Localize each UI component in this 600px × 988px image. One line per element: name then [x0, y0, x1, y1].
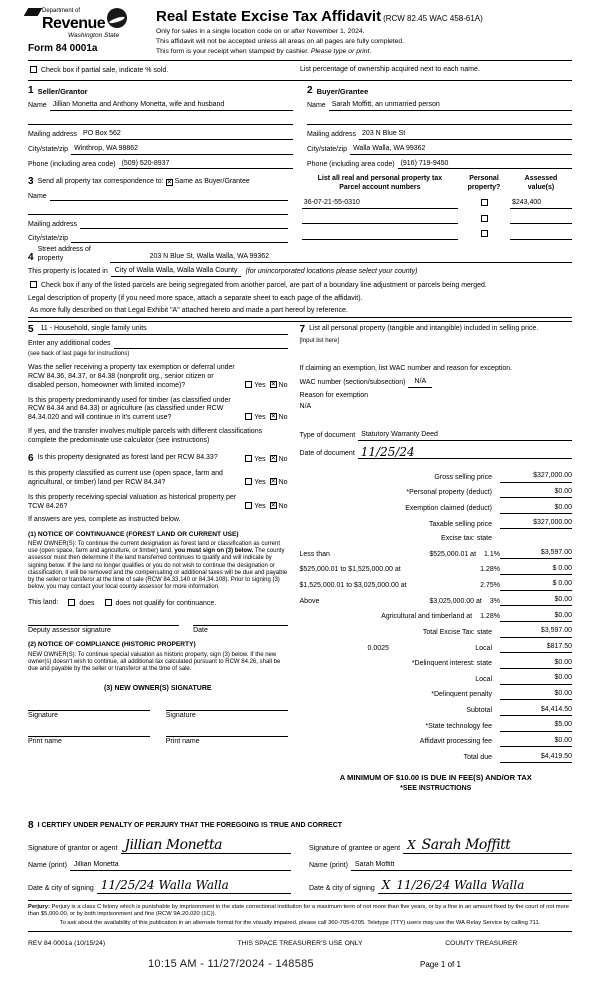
personal-property-checkbox[interactable] [481, 215, 488, 222]
no-label: No [278, 479, 288, 487]
buyer-section [307, 84, 572, 169]
delinquent-interest-state-value[interactable]: $0.00 [500, 659, 572, 669]
parcel-row [302, 230, 572, 240]
header-note-2: This affidavit will not be accepted unless all areas on all pages are fully completed. [156, 38, 405, 46]
reason-for-exemption-label: Reason for exemption [299, 391, 368, 399]
no-label: No [278, 414, 288, 422]
exemption-claimed-value[interactable]: $0.00 [500, 504, 572, 514]
current-use-yes-checkbox[interactable] [245, 478, 252, 485]
fee-row: Subtotal $4,414.50 [466, 705, 572, 715]
ownership-percentage-label: List percentage of ownership acquired next to each name. [300, 65, 480, 73]
exemption-no-checkbox[interactable]: ✕ [270, 380, 277, 388]
reason-for-exemption-field[interactable]: N/A [299, 402, 312, 410]
notice-compliance-title: (2) NOTICE OF COMPLIANCE (HISTORIC PROPERTY) [28, 641, 196, 649]
section-6-number: 6 [28, 453, 34, 465]
divider [28, 321, 572, 322]
seller-mailing-field[interactable]: PO Box 562 [80, 130, 293, 140]
washington-state-label: Washington State [68, 31, 120, 39]
new-owner-printname-field-1[interactable]: Print name [28, 736, 150, 747]
buyer-title: Buyer/Grantee [316, 86, 369, 96]
assessed-value-field[interactable]: $243,400 [510, 199, 572, 209]
does-qualify-checkbox[interactable] [68, 599, 75, 606]
land-use-code-field[interactable]: 11 - Household, single family units [38, 325, 288, 335]
street-address-section [28, 243, 572, 318]
state-tax-tier2-value[interactable]: $ 0.00 [500, 565, 572, 575]
fee-row: *State technology fee $5.00 [425, 721, 572, 730]
correspondence-csz-label: City/state/zip [28, 234, 69, 242]
correspondence-csz-field[interactable] [71, 234, 288, 243]
fee-row: *Personal property (deduct) $0.00 [406, 487, 572, 497]
grantee-signature[interactable]: Sarah Moffitt [421, 838, 511, 854]
does-not-qualify-checkbox[interactable] [105, 599, 112, 606]
section-1-number: 1 [28, 85, 34, 97]
wac-number-field[interactable]: N/A [408, 378, 432, 388]
yes-label: Yes [254, 455, 266, 463]
grantor-signature[interactable]: Jillian Monetta [124, 839, 223, 854]
forest-land-question: Is this property designated as forest land per RCW 84.33? [37, 454, 218, 462]
personal-property-checkbox[interactable] [481, 230, 488, 237]
notice-compliance-body: NEW OWNER(S): To continue special valuation as historic property, sign (3) below. If the new owner(s) doesn't wish to continue, all additional tax calculated pursuant to RCW 84.26, shall be due and payable by the seller or transferor at the time of sale. [28, 651, 281, 672]
additional-codes-field[interactable] [114, 340, 288, 349]
use-classification-column [28, 325, 288, 817]
grantor-date-city-field[interactable]: 11/25/24 Walla Walla [100, 880, 229, 893]
property-location-field[interactable]: City of Walla Walla, Walla Walla County [111, 267, 242, 277]
correspondence-name-field-2[interactable] [28, 206, 288, 215]
property-located-label: This property is located in [28, 268, 108, 276]
certification-section [28, 817, 572, 894]
subtotal-value[interactable]: $4,414.50 [500, 706, 572, 716]
correspondence-mailing-field[interactable] [80, 220, 288, 229]
see-instructions-note: *SEE INSTRUCTIONS [400, 785, 472, 793]
grantor-name-print-label: Name (print) [28, 862, 67, 870]
fee-row: *Delinquent penalty $0.00 [431, 689, 572, 699]
send-correspondence-label: Send all property tax correspondence to: [37, 178, 164, 186]
county-treasurer-label: COUNTY TREASURER [445, 939, 518, 947]
form-header [28, 8, 572, 57]
fee-row: Gross selling price $327,000.00 [434, 472, 572, 481]
notice-continuance-title: (1) NOTICE OF CONTINUANCE (FOREST LAND OR CURRENT USE) [28, 531, 239, 539]
header-note-1: Only for sales in a single location code on or after November 1, 2024. [156, 28, 365, 36]
buyer-name-label: Name [307, 102, 326, 110]
timber-agriculture-question: Is this property predominantly used for timber (as classified under RCW 84.34 and 84.33) or agriculture (as classified under RCW 84.34.020 and will continue in it's current use? [28, 396, 231, 422]
state-tax-tier1-value[interactable]: $3,597.00 [500, 549, 572, 559]
this-land-label: This land: [28, 599, 59, 607]
buyer-csz-field[interactable]: Walla Walla, WA 99362 [350, 145, 572, 155]
partial-sale-label: Check box if partial sale, indicate % sold. [40, 66, 169, 74]
correspondence-section [28, 175, 288, 243]
minimum-fee-note: A MINIMUM OF $10.00 IS DUE IN FEE(S) AND/OR TAX [339, 772, 532, 782]
same-as-buyer-label: Same as Buyer/Grantee [174, 178, 250, 186]
seller-mailing-label: Mailing address [28, 131, 78, 139]
fee-row: Total Excise Tax: state $3,597.00 [422, 627, 572, 636]
yes-label: Yes [254, 502, 266, 510]
state-tax-tier4-value[interactable]: $0.00 [500, 596, 572, 606]
local-tax-value[interactable]: $817.50 [500, 643, 572, 653]
segregated-parcels-checkbox[interactable] [30, 281, 37, 288]
grantor-date-city-label: Date & city of signing [28, 885, 94, 893]
state-technology-fee-value[interactable]: $5.00 [500, 721, 572, 731]
seller-section [28, 84, 293, 169]
if-yes-note: If answers are yes, complete as instructed below. [28, 516, 181, 524]
type-of-document-field[interactable]: Statutory Warranty Deed [358, 431, 572, 441]
perjury-label: Perjury: [28, 903, 50, 910]
exemption-claim-note: If claiming an exemption, list WAC number and reason for exception. [299, 365, 513, 373]
parcel-row [302, 215, 572, 225]
section-3-number: 3 [28, 176, 34, 188]
buyer-csz-label: City/state/zip [307, 145, 348, 153]
buyer-phone-label: Phone (including area code) [307, 160, 395, 168]
wac-number-label: WAC number (section/subsection) [299, 379, 406, 387]
seller-title: Seller/Grantor [37, 86, 88, 96]
rcw-reference: (RCW 82.45 WAC 458-61A) [383, 14, 483, 23]
assessed-value-field[interactable] [510, 231, 572, 240]
does-label: does [79, 599, 95, 607]
date-of-document-label: Date of document [299, 450, 355, 458]
dor-logo-block [28, 8, 146, 57]
grantee-date-city-field[interactable]: 11/26/24 Walla Walla [396, 877, 525, 892]
page-number: Page 1 of 1 [420, 960, 461, 969]
timber-no-checkbox[interactable]: ✕ [270, 413, 277, 421]
cashier-stamp: 10:15 AM - 11/27/2024 - 148585 [148, 958, 314, 970]
correspondence-mailing-label: Mailing address [28, 220, 78, 228]
fee-row: Above $3,025,000.00 at 3% $0.00 [299, 596, 572, 605]
dept-of-label: Department of [42, 8, 81, 14]
state-tax-tier3-value[interactable]: $ 0.00 [500, 580, 572, 590]
seller-phone-label: Phone (including area code) [28, 160, 116, 168]
current-use-no-checkbox[interactable]: ✕ [270, 478, 277, 486]
total-due-value[interactable]: $4,419.50 [500, 753, 572, 763]
delinquent-penalty-value[interactable]: $0.00 [500, 690, 572, 700]
revenue-wordmark: Revenue [42, 14, 106, 32]
parcel-number-header: List all real and personal property tax Parcel account numbers [317, 175, 443, 192]
personal-property-checkbox[interactable] [481, 199, 488, 206]
fee-row: Taxable selling price $327,000.00 [428, 519, 572, 528]
certify-statement: I CERTIFY UNDER PENALTY OF PERJURY THAT THE FOREGOING IS TRUE AND CORRECT [37, 821, 343, 829]
type-of-document-label: Type of document [299, 432, 356, 440]
type-or-print-note: Please type or print. [310, 48, 372, 56]
parcel-number-field[interactable] [302, 231, 458, 240]
new-owner-printname-field-2[interactable]: Print name [166, 736, 288, 747]
historic-no-checkbox[interactable]: ✕ [270, 501, 277, 509]
codes-instructions-note: (see back of last page for instructions) [28, 351, 130, 358]
yes-label: Yes [254, 479, 266, 487]
treasurer-space-label: THIS SPACE TREASURER'S USE ONLY [237, 939, 363, 947]
buyer-mailing-field[interactable]: 203 N Blue St [359, 130, 572, 140]
buyer-phone-field[interactable]: (916) 719-9450 [398, 160, 572, 170]
personal-property-header: Personal property? [467, 175, 501, 192]
legal-description-label: Legal description of property (if you need more space, attach a separate sheet to each page of the affidavit). [28, 294, 363, 302]
buyer-name-field-2[interactable] [307, 116, 572, 125]
rev-form-number: REV 84 0001a (10/15/24) [28, 939, 106, 947]
historic-yes-checkbox[interactable] [245, 502, 252, 509]
parcel-number-field[interactable] [302, 215, 458, 224]
section-7-number: 7 [299, 324, 306, 336]
divider [28, 80, 572, 81]
historic-property-question: Is this property receiving special valuation as historical property per TCW 84.26? [28, 493, 237, 510]
fee-row: $1,525,000.01 to $3,025,000.00 at 2.75% $ 0.00 [299, 580, 572, 589]
new-owner-signature-field-1[interactable]: Signature [28, 710, 150, 721]
new-owner-signature-field-2[interactable]: Signature [166, 710, 288, 721]
gross-selling-price-value[interactable]: $327,000.00 [500, 472, 572, 482]
grantee-date-x-mark: X [381, 877, 391, 892]
alternate-format-note: To ask about the availability of this publication in an alternate format for the visually impaired, please call 360-705-6705. Teletype (TTY) users may use the WA Relay Service by calling 711. [59, 920, 541, 927]
revenue-globe-icon [107, 8, 127, 28]
fee-row: Exemption claimed (deduct) $0.00 [405, 503, 572, 513]
grantee-name-print-label: Name (print) [309, 862, 348, 870]
assessed-value-field[interactable] [510, 215, 572, 224]
same-as-buyer-checkbox[interactable]: ✕ [166, 178, 173, 186]
grantor-signature-label: Signature of grantor or agent [28, 845, 118, 853]
section-8-number: 8 [28, 820, 34, 832]
unincorporated-note: (for unincorporated locations please select your county) [245, 268, 418, 276]
predominate-use-note: If yes, and the transfer involves multiple parcels with different classifications complete the predominate use calculator (see instructions) [28, 427, 263, 444]
section-4-number: 4 [28, 252, 34, 264]
fee-row: Affidavit processing fee $0.00 [419, 736, 572, 746]
seller-name-field[interactable]: Jillian Monetta and Anthony Monetta, wife and husband [50, 101, 293, 111]
section-2-number: 2 [307, 85, 313, 97]
personal-property-list-field[interactable]: [Input list here] [299, 338, 339, 345]
seller-csz-field[interactable]: Winthrop, WA 98862 [71, 145, 293, 155]
taxable-selling-price-value[interactable]: $327,000.00 [500, 519, 572, 529]
buyer-name-field[interactable]: Sarah Moffitt, an unmarried person [329, 101, 572, 111]
partial-sale-checkbox[interactable] [30, 66, 37, 73]
does-not-label: does not qualify for continuance. [115, 599, 217, 607]
yes-label: Yes [254, 414, 266, 422]
agricultural-timberland-value[interactable]: $0.00 [500, 612, 572, 622]
fee-row: Less than $525,000.01 at 1.1% $3,597.00 [299, 549, 572, 558]
forest-no-checkbox[interactable]: ✕ [270, 454, 277, 462]
no-label: No [278, 502, 288, 510]
header-note-3: This form is your receipt when stamped by cashier. [156, 48, 309, 56]
form-number: Form 84 0001a [28, 42, 98, 54]
grantee-date-city-label: Date & city of signing [309, 885, 375, 893]
footer-stamp-row [28, 954, 572, 980]
exemption-yes-checkbox[interactable] [245, 381, 252, 388]
footer-row [28, 940, 572, 948]
parcel-row [302, 199, 572, 209]
date-of-document-field[interactable]: 11/25/24 [358, 447, 572, 459]
timber-yes-checkbox[interactable] [245, 413, 252, 420]
perjury-text: Perjury is a class C felony which is punishable by imprisonment in the state correctional institution for a maximum term of not more than five years, or by a fine in an amount fixed by the court of not more than $5,000.00, or by both imprisonment and fine (RCW 9A.20.020 (1C)). [28, 903, 569, 918]
seller-name-field-2[interactable] [28, 116, 293, 125]
fee-row: Excise tax: state [441, 535, 492, 543]
seller-name-label: Name [28, 102, 47, 110]
page-title: Real Estate Excise Tax Affidavit [156, 8, 382, 25]
deputy-assessor-signature-field[interactable]: Deputy assessor signature [28, 625, 179, 636]
deputy-assessor-date-field[interactable]: Date [193, 625, 287, 636]
fee-row: $525,000.01 to $1,525,000.00 at 1.28% $ 0.00 [299, 564, 572, 574]
grantor-name-print-field[interactable]: Jillian Monetta [70, 861, 291, 871]
section-5-number: 5 [28, 324, 34, 336]
legal-description-field[interactable]: As more fully described on that Legal Exhibit "A" attached hereto and made a part hereof by reference. [28, 307, 572, 318]
forest-yes-checkbox[interactable] [245, 455, 252, 462]
street-address-label: Street address of property [37, 246, 91, 262]
yes-label: Yes [254, 381, 266, 389]
fee-row: Local $0.00 [475, 674, 572, 683]
assessed-value-header: Assessed value(s) [524, 175, 558, 192]
parcel-table [302, 175, 572, 243]
personal-property-and-tax-column [300, 325, 572, 817]
no-label: No [278, 455, 288, 463]
affidavit-processing-fee-value[interactable]: $0.00 [500, 737, 572, 747]
correspondence-name-field[interactable] [50, 192, 288, 201]
personal-property-intro: List all personal property (tangible and intangible) included in selling price. [309, 325, 539, 333]
total-excise-state-value[interactable]: $3,597.00 [500, 627, 572, 637]
fee-row: Agricultural and timberland at 1.28% $0.00 [381, 611, 572, 621]
personal-property-deduct-value[interactable]: $0.00 [500, 488, 572, 498]
grantee-x-mark: X [407, 838, 416, 853]
parcel-number-field[interactable]: 36-07-21-55-0310 [302, 199, 458, 209]
no-label: No [278, 381, 288, 389]
fee-row: 0.0025 Local $817.50 [367, 643, 572, 652]
street-address-field[interactable]: 203 N Blue St, Walla Walla, WA 99362 [110, 253, 572, 263]
correspondence-name-label: Name [28, 192, 47, 200]
fee-row: Total due $4,419.50 [463, 752, 572, 762]
fee-row: *Delinquent interest: state $0.00 [411, 658, 572, 668]
segregated-parcels-label: Check box if any of the listed parcels are being segregated from another parcel, are part of a boundary line adjustment or parcels being merged. [40, 281, 487, 289]
perjury-notice [28, 900, 572, 932]
grantee-name-print-field[interactable]: Sarah Moffitt [351, 861, 572, 871]
seller-csz-label: City/state/zip [28, 145, 69, 153]
delinquent-interest-local-value[interactable]: $0.00 [500, 674, 572, 684]
grantee-signature-label: Signature of grantee or agent [309, 845, 401, 853]
exemption-deferral-question: Was the seller receiving a property tax exemption or deferral under RCW 84.36, 84.37, or 84.38 (nonprofit org., senior citizen or disabled person, homeowner with limited income)? [28, 364, 235, 389]
current-use-question: Is this property classified as current use (open space, farm and agricultural, or timber) land per RCW 84.34? [28, 470, 223, 487]
notice-continuance-body: NEW OWNER(S): To continue the current designation as forest land or classification as current use (open space, farm and agriculture, or timber) land, you must sign on (3) below. The county assessor must then determine if the land transferred continues to qualify and will indicate by signing below. If the land no longer qualifies or you do not wish to continue the designation or classification, it will be removed and the compensating or additional taxes will be due and payable by the seller or transferor at the time of sale (RCW 84.33.140 or 84.34.108). Prior to signing (3) below, you may contact your local county assessor for more information. [28, 541, 288, 590]
buyer-mailing-label: Mailing address [307, 131, 357, 139]
additional-codes-label: Enter any additional codes [28, 340, 111, 348]
new-owner-signature-title: (3) NEW OWNER(S) SIGNATURE [103, 684, 212, 692]
seller-phone-field[interactable]: (509) 520-8937 [119, 160, 293, 170]
divider [28, 60, 572, 61]
